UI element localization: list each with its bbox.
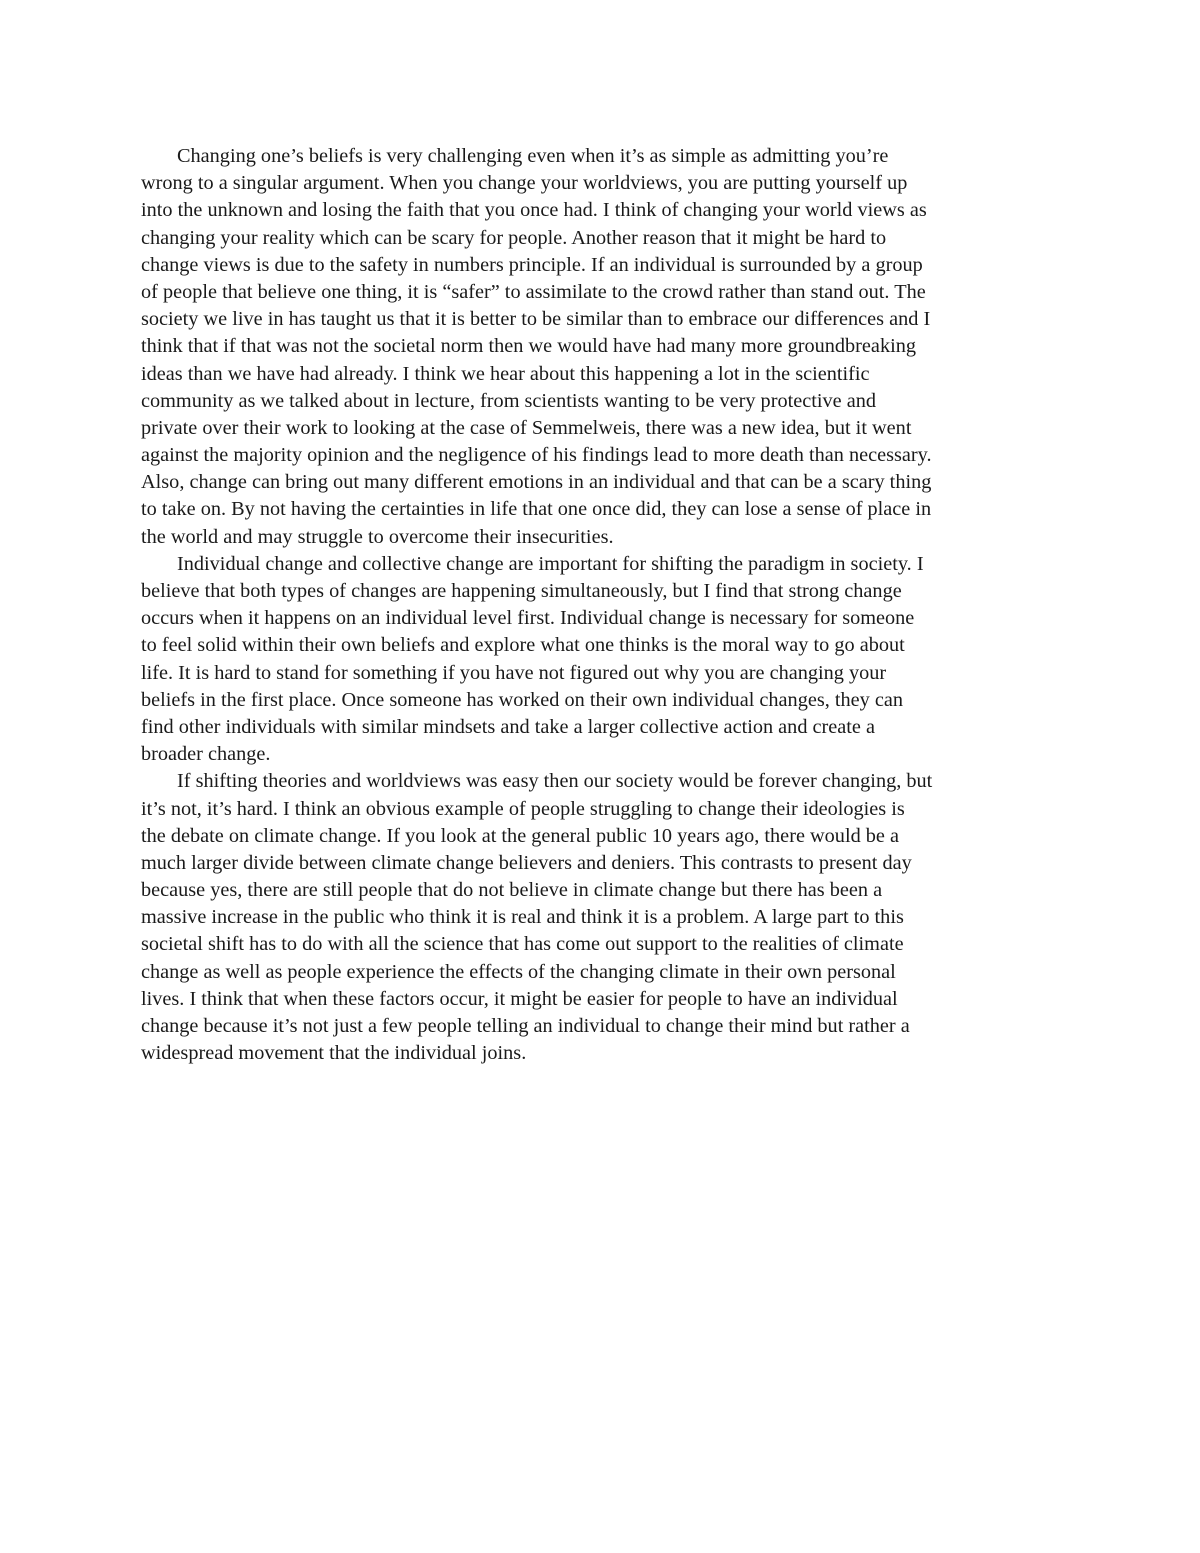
text-line: of people that believe one thing, it is “safer” to assimilate to the crowd rather than stand out. The — [141, 280, 926, 303]
text-line: lives. I think that when these factors occur, it might be easier for people to have an individual — [141, 987, 898, 1010]
text-line: the debate on climate change. If you look at the general public 10 years ago, there would be a — [141, 824, 900, 847]
text-line: to feel solid within their own beliefs and explore what one thinks is the moral way to go about — [141, 634, 905, 657]
text-line: to take on. By not having the certainties in life that one once did, they can lose a sense of place in — [141, 498, 932, 521]
text-line: massive increase in the public who think it is real and think it is a problem. A large part to this — [141, 906, 904, 929]
text-line: Also, change can bring out many different emotions in an individual and that can be a scary thing — [141, 471, 932, 494]
paragraph-2 — [141, 551, 1062, 769]
text-line: find other individuals with similar mindsets and take a larger collective action and create a — [141, 715, 876, 738]
text-line: Changing one’s beliefs is very challenging even when it’s as simple as admitting you’re — [177, 145, 889, 167]
text-line: broader change. — [141, 743, 271, 766]
text-line: occurs when it happens on an individual level first. Individual change is necessary for someone — [141, 607, 915, 630]
text-line: think that if that was not the societal norm then we would have had many more groundbreaking — [141, 335, 916, 358]
text-line: widespread movement that the individual joins. — [141, 1042, 527, 1065]
text-line: society we live in has taught us that it is better to be similar than to embrace our differences and I — [141, 308, 931, 331]
paragraph-3 — [141, 768, 1062, 1067]
text-line: Individual change and collective change are important for shifting the paradigm in society. I — [177, 552, 924, 575]
text-line: change because it’s not just a few people telling an individual to change their mind but rather a — [141, 1015, 910, 1037]
text-line: If shifting theories and worldviews was easy then our society would be forever changing, but — [177, 770, 933, 793]
text-line: much larger divide between climate change believers and deniers. This contrasts to present day — [141, 851, 912, 874]
text-line: believe that both types of changes are happening simultaneously, but I find that strong change — [141, 580, 902, 602]
text-line: change as well as people experience the effects of the changing climate in their own personal — [141, 960, 896, 983]
text-line: life. It is hard to stand for something if you have not figured out why you are changing your — [141, 661, 887, 684]
text-line: because yes, there are still people that do not believe in climate change but there has been a — [141, 879, 883, 902]
text-line: community as we talked about in lecture, from scientists wanting to be very protective and — [141, 389, 876, 412]
text-line: against the majority opinion and the negligence of his findings lead to more death than necessary. — [141, 444, 932, 467]
text-line: changing your reality which can be scary for people. Another reason that it might be hard to — [141, 226, 887, 249]
text-line: change views is due to the safety in numbers principle. If an individual is surrounded by a group — [141, 253, 923, 276]
text-line: the world and may struggle to overcome their insecurities. — [141, 525, 614, 548]
text-line: into the unknown and losing the faith that you once had. I think of changing your world views as — [141, 199, 927, 222]
paragraph-1 — [141, 143, 1062, 551]
text-line: private over their work to looking at the case of Semmelweis, there was a new idea, but it went — [141, 416, 912, 439]
essay-body — [141, 143, 1062, 1067]
text-line: societal shift has to do with all the science that has come out support to the realities of climate — [141, 933, 904, 956]
text-line: wrong to a singular argument. When you change your worldviews, you are putting yourself up — [141, 172, 908, 195]
text-line: beliefs in the first place. Once someone has worked on their own individual changes, they can — [141, 688, 904, 711]
text-line: ideas than we have had already. I think we hear about this happening a lot in the scientific — [141, 362, 870, 385]
text-line: it’s not, it’s hard. I think an obvious example of people struggling to change their ideologies is — [141, 797, 905, 820]
